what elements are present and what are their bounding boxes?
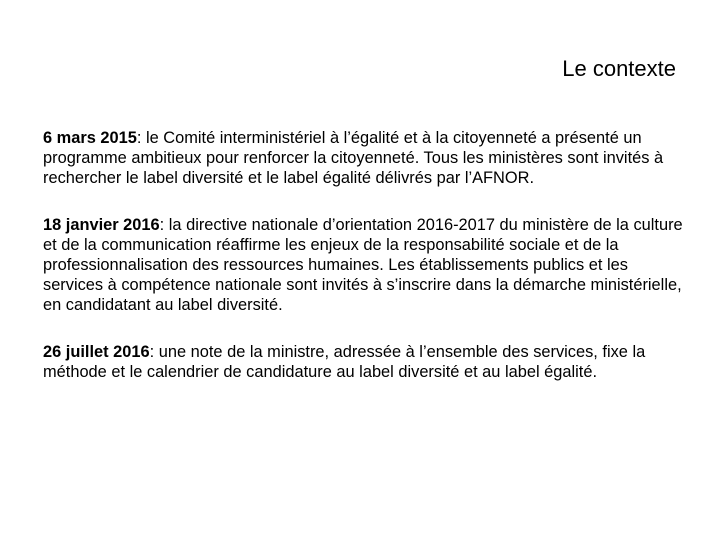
paragraph-text: : une note de la ministre, adressée à l’ensemble des services, fixe la méthode et le calendrier de candidature au label diversité et au label égalité. (43, 342, 646, 381)
slide-body (43, 128, 683, 408)
paragraph-text: : la directive nationale d’orientation 2016-2017 du ministère de la culture et de la communication réaffirme les enjeux de la responsabilité sociale et de la professionnalisation des ressources humaines. Les établissements publics et les services à compétence nationale sont invités à s’inscrire dans la démarche ministérielle, en candidatant au label diversité. (43, 215, 683, 315)
slide-title: Le contexte (562, 56, 676, 81)
paragraph-date: 18 janvier 2016 (43, 215, 160, 234)
paragraph-2016-janvier (43, 215, 683, 316)
paragraph-date: 6 mars 2015 (43, 129, 137, 147)
paragraph-2015 (43, 128, 683, 189)
paragraph-date: 26 juillet 2016 (43, 342, 150, 361)
paragraph-text: : le Comité interministériel à l’égalité et à la citoyenneté a présenté un programme ambitieux pour renforcer la citoyenneté. Tous les ministères sont invités à rechercher le label diversité et le label égalité délivrés par l’AFNOR. (43, 129, 664, 188)
paragraph-2016-juillet (43, 342, 683, 382)
